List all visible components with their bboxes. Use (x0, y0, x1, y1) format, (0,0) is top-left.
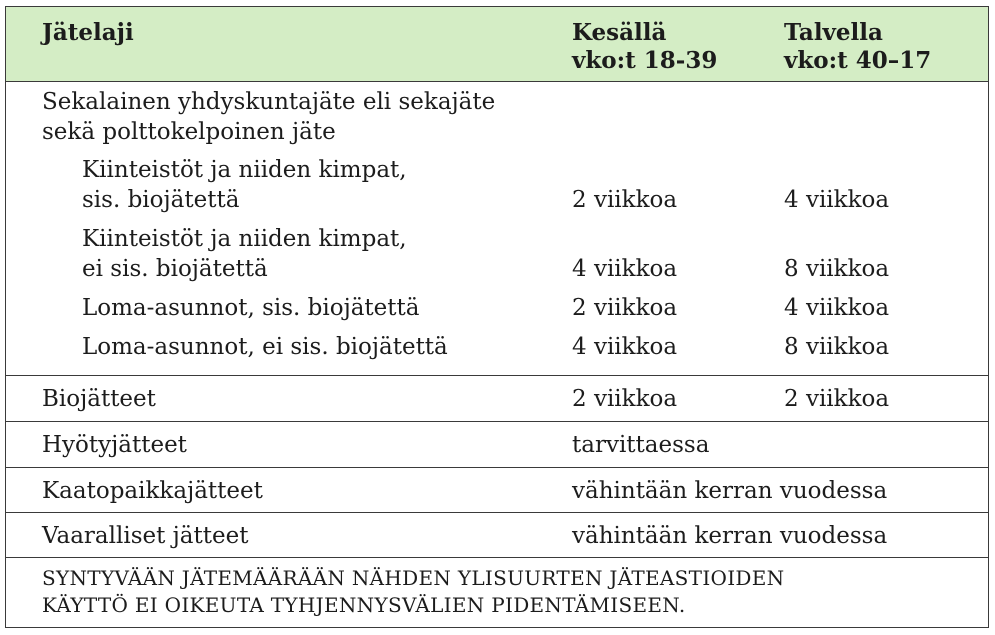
header-winter (784, 19, 931, 75)
row-hazardous-interval: vähintään kerran vuodessa (572, 523, 888, 549)
mixed-row-1-line2: sis. biojätettä (82, 187, 240, 213)
row-divider (6, 512, 988, 513)
mixed-row-1-winter: 4 viikkoa (784, 187, 890, 213)
waste-schedule-table (5, 6, 989, 628)
row-recyclables-interval: tarvittaessa (572, 432, 710, 458)
mixed-row-4-winter: 8 viikkoa (784, 334, 890, 360)
mixed-waste-title-line1: Sekalainen yhdyskuntajäte eli sekajäte (42, 89, 496, 115)
row-divider (6, 557, 988, 558)
row-divider (6, 421, 988, 422)
mixed-row-2-winter: 8 viikkoa (784, 256, 890, 282)
mixed-waste-title-line2: sekä polttokelpoinen jäte (42, 119, 336, 145)
header-summer-weeks: vko:t 18-39 (572, 47, 718, 74)
row-divider (6, 467, 988, 468)
header-winter-weeks: vko:t 40–17 (784, 47, 932, 74)
mixed-row-1-summer: 2 viikkoa (572, 187, 678, 213)
footnote-line1: SYNTYVÄÄN JÄTEMÄÄRÄÄN NÄHDEN YLISUURTEN JÄTEASTIOIDEN (42, 566, 785, 590)
footnote (42, 565, 784, 619)
header-summer-label: Kesällä (572, 19, 667, 46)
row-biowaste-winter: 2 viikkoa (784, 386, 890, 412)
mixed-row-2-line1: Kiinteistöt ja niiden kimpat, (82, 226, 407, 252)
mixed-row-2-line2: ei sis. biojätettä (82, 256, 268, 282)
row-landfill-interval: vähintään kerran vuodessa (572, 478, 888, 504)
header-waste-type: Jätelaji (42, 19, 134, 46)
mixed-row-4-label: Loma-asunnot, ei sis. biojätettä (82, 334, 448, 360)
mixed-row-3-label: Loma-asunnot, sis. biojätettä (82, 295, 420, 321)
header-summer (572, 19, 717, 75)
mixed-row-3-summer: 2 viikkoa (572, 295, 678, 321)
row-landfill-label: Kaatopaikkajätteet (42, 478, 263, 504)
row-divider (6, 375, 988, 376)
mixed-row-2-summer: 4 viikkoa (572, 256, 678, 282)
row-biowaste-summer: 2 viikkoa (572, 386, 678, 412)
mixed-row-3-winter: 4 viikkoa (784, 295, 890, 321)
row-biowaste-label: Biojätteet (42, 386, 156, 412)
row-hazardous-label: Vaaralliset jätteet (42, 523, 249, 549)
row-recyclables-label: Hyötyjätteet (42, 432, 187, 458)
header-winter-label: Talvella (784, 19, 883, 46)
mixed-row-4-summer: 4 viikkoa (572, 334, 678, 360)
footnote-line2: KÄYTTÖ EI OIKEUTA TYHJENNYSVÄLIEN PIDENTÄMISEEN. (42, 593, 686, 617)
table-header (6, 7, 988, 82)
mixed-row-1-line1: Kiinteistöt ja niiden kimpat, (82, 157, 407, 183)
